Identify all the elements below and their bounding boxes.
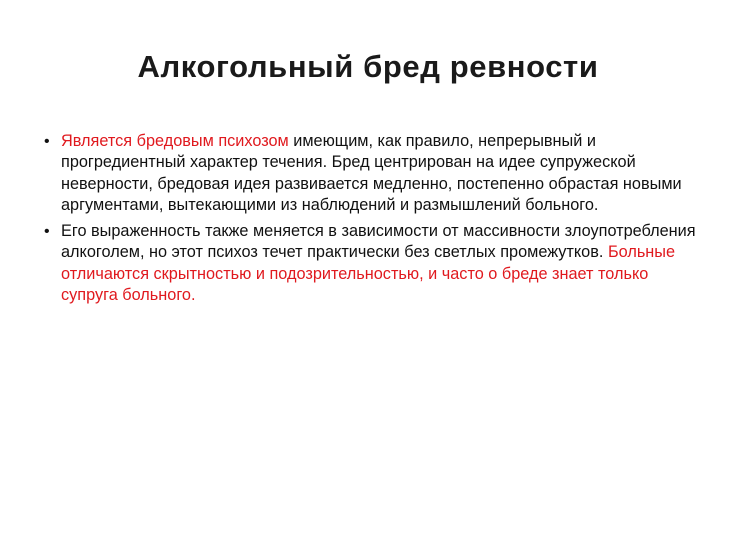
bullet-icon: • (44, 133, 50, 150)
bullet-2-body-text: Его выраженность также меняется в зависимости от массивности злоупотребления алкоголем, но этот психоз течет практически без светлых промежутков. (61, 222, 696, 262)
bullet-list (44, 131, 704, 311)
bullet-1-highlight-text: Является бредовым психозом (61, 132, 289, 150)
bullet-item-2 (44, 221, 704, 306)
slide-title: Алкогольный бред ревности (137, 49, 599, 84)
bullet-item-1 (44, 131, 704, 216)
bullet-icon: • (44, 223, 50, 241)
bullet-1-body-text: имеющим, как правило, непрерывный и прогредиентный характер течения. Бред центрирован на идее супружеской неверности, бредовая идея развивается медленно, постепенно обрастая новыми аргументами, вытекающими из наблюдений и размышлений больного. (61, 132, 682, 214)
bullet-2-highlight-text: Больные отличаются скрытностью и подозрительностью, и часто о бреде знает только супруга больного. (61, 243, 676, 305)
